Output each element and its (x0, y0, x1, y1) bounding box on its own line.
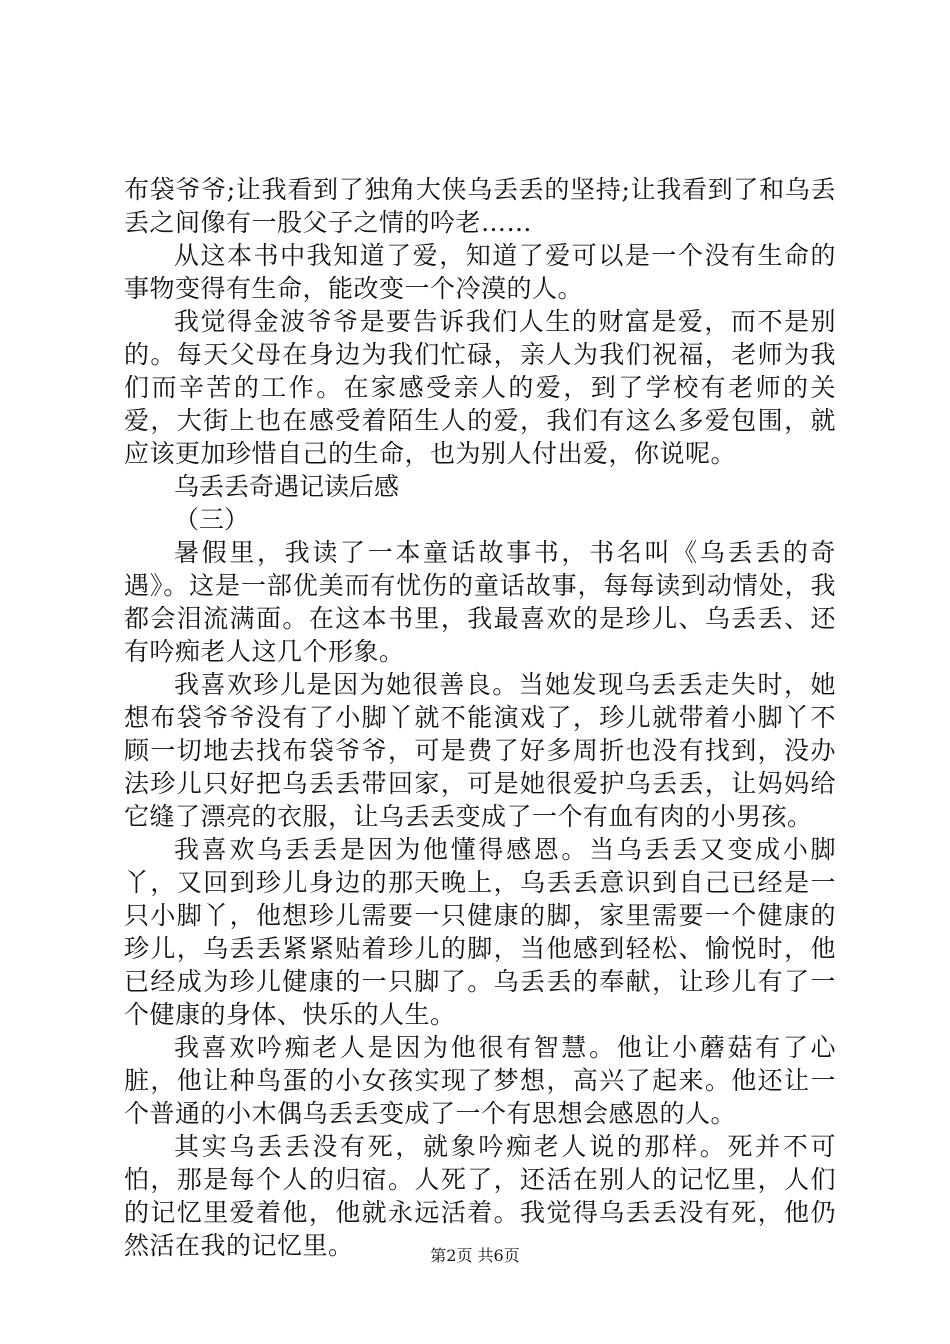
paragraph: 我喜欢珍儿是因为她很善良。当她发现乌丢丢走失时，她想布袋爷爷没有了小脚丫就不能演戏了，珍儿就带着小脚丫不顾一切地去找布袋爷爷，可是费了好多周折也没有找到，没办法珍儿只好把乌丢丢带回家，可是她很爱护乌丢丢，让妈妈给它缝了漂亮的衣服，让乌丢丢变成了一个有血有肉的小男孩。 (124, 670, 836, 831)
paragraph: 我喜欢乌丢丢是因为他懂得感恩。当乌丢丢又变成小脚丫，又回到珍儿身边的那天晚上，乌丢丢意识到自己已经是一只小脚丫，他想珍儿需要一只健康的脚，家里需要一个健康的珍儿，乌丢丢紧紧贴着珍儿的脚，当他感到轻松、愉悦时，他已经成为珍儿健康的一只脚了。乌丢丢的奉献，让珍儿有了一个健康的身体、快乐的人生。 (124, 835, 836, 1029)
paragraph: 我喜欢吟痴老人是因为他很有智慧。他让小蘑菇有了心脏，他让种鸟蛋的小女孩实现了梦想，高兴了起来。他还让一个普通的小木偶乌丢丢变成了一个有思想会感恩的人。 (124, 1033, 836, 1128)
section-number: （三） (174, 505, 250, 534)
section-title: 乌丢丢奇遇记读后感 (174, 472, 400, 501)
paragraph: 从这本书中我知道了爱，知道了爱可以是一个没有生命的事物变得有生命，能改变一个冷漠的人。 (124, 241, 836, 303)
paragraph: 暑假里，我读了一本童话故事书，书名叫《乌丢丢的奇遇》。这是一部优美而有忧伤的童话故事，每每读到动情处，我都会泪流满面。在这本书里，我最喜欢的是珍儿、乌丢丢、还有吟痴老人这几个形象。 (124, 538, 836, 666)
paragraph-continuation: 布袋爷爷;让我看到了独角大侠乌丢丢的坚持;让我看到了和乌丢丢之间像有一股父子之情的吟老…… (124, 175, 836, 237)
document-body (124, 173, 836, 1262)
paragraph: 其实乌丢丢没有死，就象吟痴老人说的那样。死并不可怕，那是每个人的归宿。人死了，还活在别人的记忆里，人们的记忆里爱着他，他就永远活着。我觉得乌丢丢没有死，他仍然活在我的记忆里。 (124, 1132, 836, 1260)
paragraph: 我觉得金波爷爷是要告诉我们人生的财富是爱，而不是别的。每天父母在身边为我们忙碌，亲人为我们祝福，老师为我们而辛苦的工作。在家感受亲人的爱，到了学校有老师的关爱，大街上也在感受着陌生人的爱，我们有这么多爱包围，就应该更加珍惜自己的生命，也为别人付出爱，你说呢。 (124, 307, 836, 468)
page-footer: 第2页 共6页 (430, 1246, 520, 1265)
